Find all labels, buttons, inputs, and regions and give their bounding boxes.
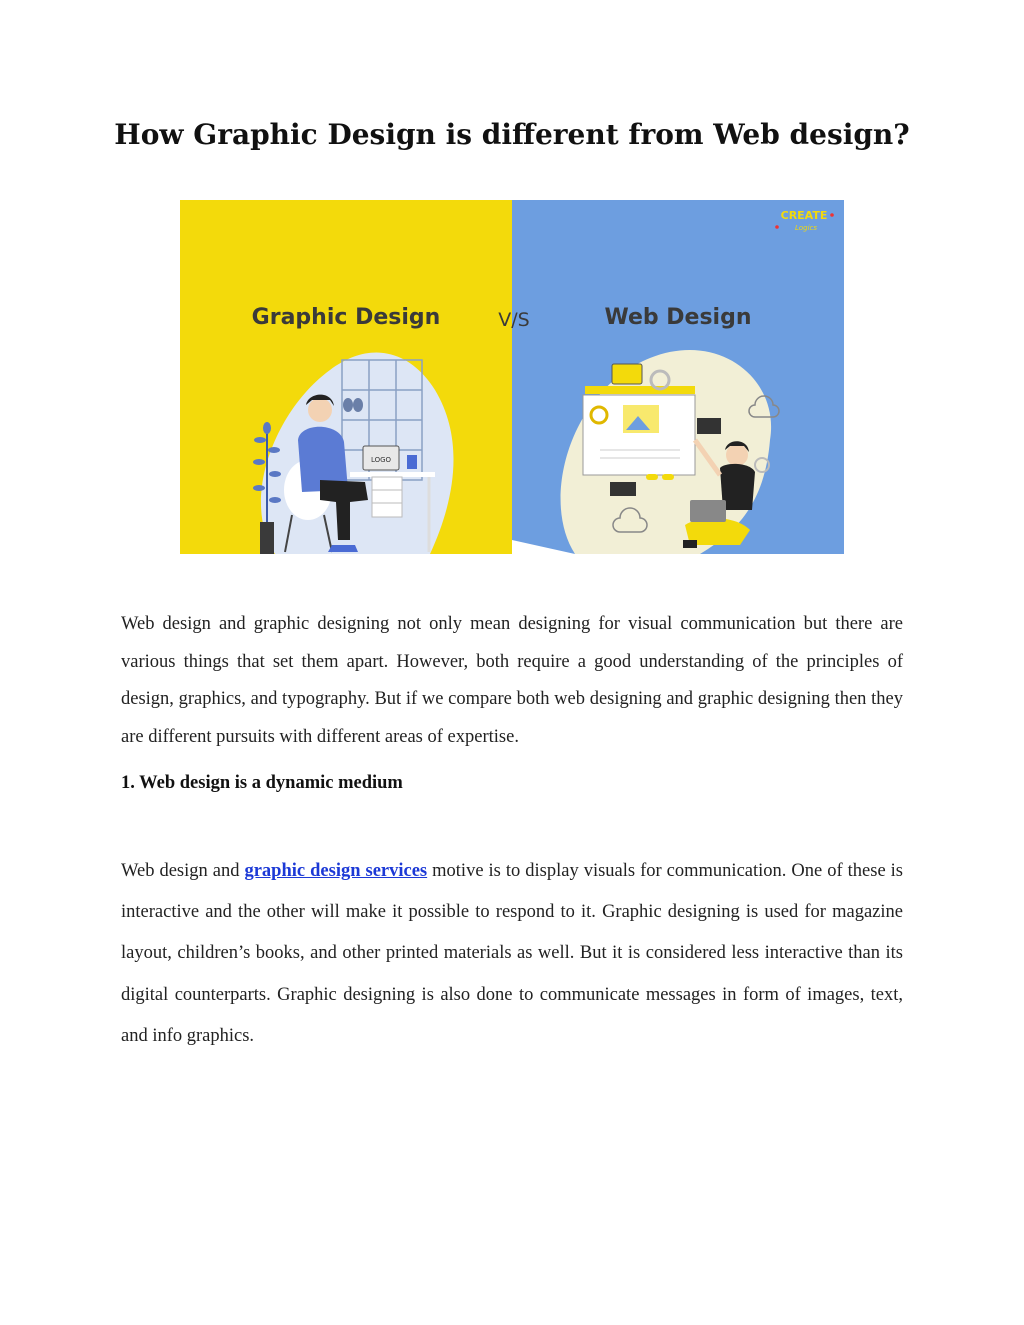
section-heading-dynamic-medium: 1. Web design is a dynamic medium xyxy=(121,773,403,793)
paragraph-text-after-link: motive is to display visuals for communication. One of these is interactive and the other will make it possible to respond to it. Graphic designing is used for magazine layout, children’s books, and other printed materials as well. But it is considered less interactive than its digital counterparts. Graphic designing is also done to communicate messages in form of images, text, and info graphics. xyxy=(121,861,903,1046)
intro-paragraph: Web design and graphic designing not only mean designing for visual communication but there are various things that set them apart. However, both require a good understanding of the principles of design, graphics, and typography. But if we compare both web designing and graphic designing then they are different pursuits with different areas of expertise. xyxy=(121,614,903,748)
page-title: How Graphic Design is different from Web design? xyxy=(114,118,910,151)
logo-badge: LOGO xyxy=(370,456,392,464)
hero-label-web-design: Web Design xyxy=(604,305,752,330)
hero-label-graphic-design: Graphic Design xyxy=(251,305,441,330)
body-paragraph xyxy=(121,851,903,1057)
hero-label-vs: V/S xyxy=(498,309,530,331)
logo-text: CREATE xyxy=(780,209,828,222)
graphic-design-services-link[interactable]: graphic design services xyxy=(244,861,428,881)
paragraph-text-before-link: Web design and xyxy=(121,861,245,881)
hero-image xyxy=(180,200,844,554)
logo-subtext: Logics xyxy=(794,224,818,232)
